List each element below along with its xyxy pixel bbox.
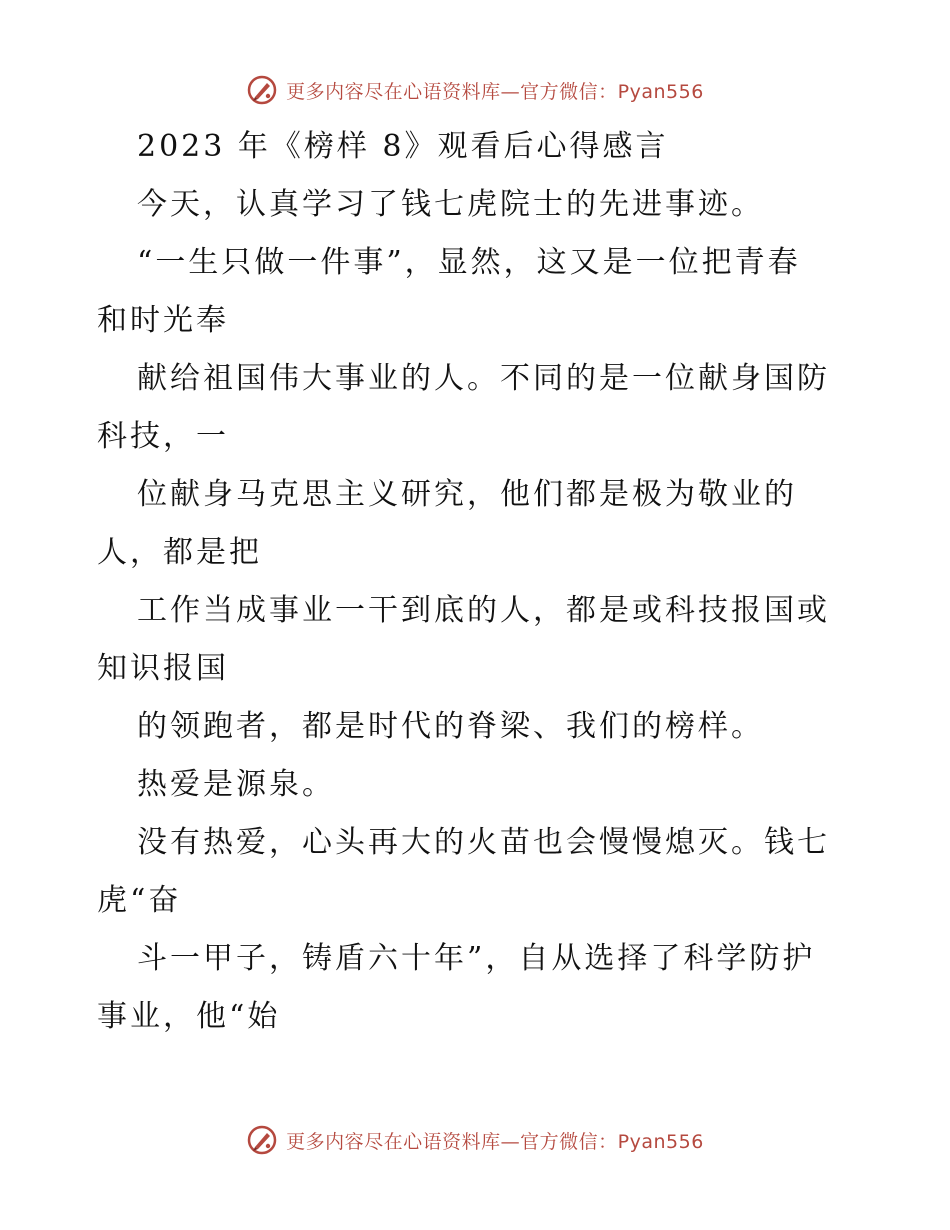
header-watermark <box>0 70 950 110</box>
paragraph-line: “一生只做一件事”，显然，这又是一位把青春 <box>137 245 801 280</box>
watermark-text: 更多内容尽在心语资料库—官方微信：Pyan556 <box>286 1130 704 1153</box>
paragraph-line: 位献身马克思主义研究，他们都是极为敬业的 <box>137 477 797 512</box>
watermark-id: Pyan556 <box>617 1130 704 1153</box>
paragraph-line: 虎“奋 <box>97 883 182 918</box>
paragraph-line: 没有热爱，心头再大的火苗也会慢慢熄灭。钱七 <box>137 825 830 860</box>
watermark-id: Pyan556 <box>617 80 704 103</box>
paragraph-line: 和时光奉 <box>97 303 229 338</box>
paragraph-line: 科技，一 <box>97 419 229 454</box>
paragraph-line: 献给祖国伟大事业的人。不同的是一位献身国防 <box>137 361 830 396</box>
paragraph-line: 人，都是把 <box>97 535 262 570</box>
paragraph-line: 热爱是源泉。 <box>137 767 335 802</box>
document-body <box>97 118 857 1046</box>
paragraph-line: 工作当成事业一干到底的人，都是或科技报国或 <box>137 593 830 628</box>
paragraph-line: 知识报国 <box>97 651 229 686</box>
paragraph-line: 事业，他“始 <box>97 999 281 1034</box>
pen-logo-icon <box>246 1124 278 1156</box>
paragraph-line: 今天，认真学习了钱七虎院士的先进事迹。 <box>137 187 764 222</box>
watermark-text: 更多内容尽在心语资料库—官方微信：Pyan556 <box>286 80 704 103</box>
pen-logo-icon <box>246 74 278 106</box>
footer-watermark <box>0 1120 950 1160</box>
document-title: 2023 年《榜样 8》观看后心得感言 <box>137 129 669 164</box>
paragraph-line: 斗一甲子，铸盾六十年”，自从选择了科学防护 <box>137 941 816 976</box>
paragraph-line: 的领跑者，都是时代的脊梁、我们的榜样。 <box>137 709 764 744</box>
